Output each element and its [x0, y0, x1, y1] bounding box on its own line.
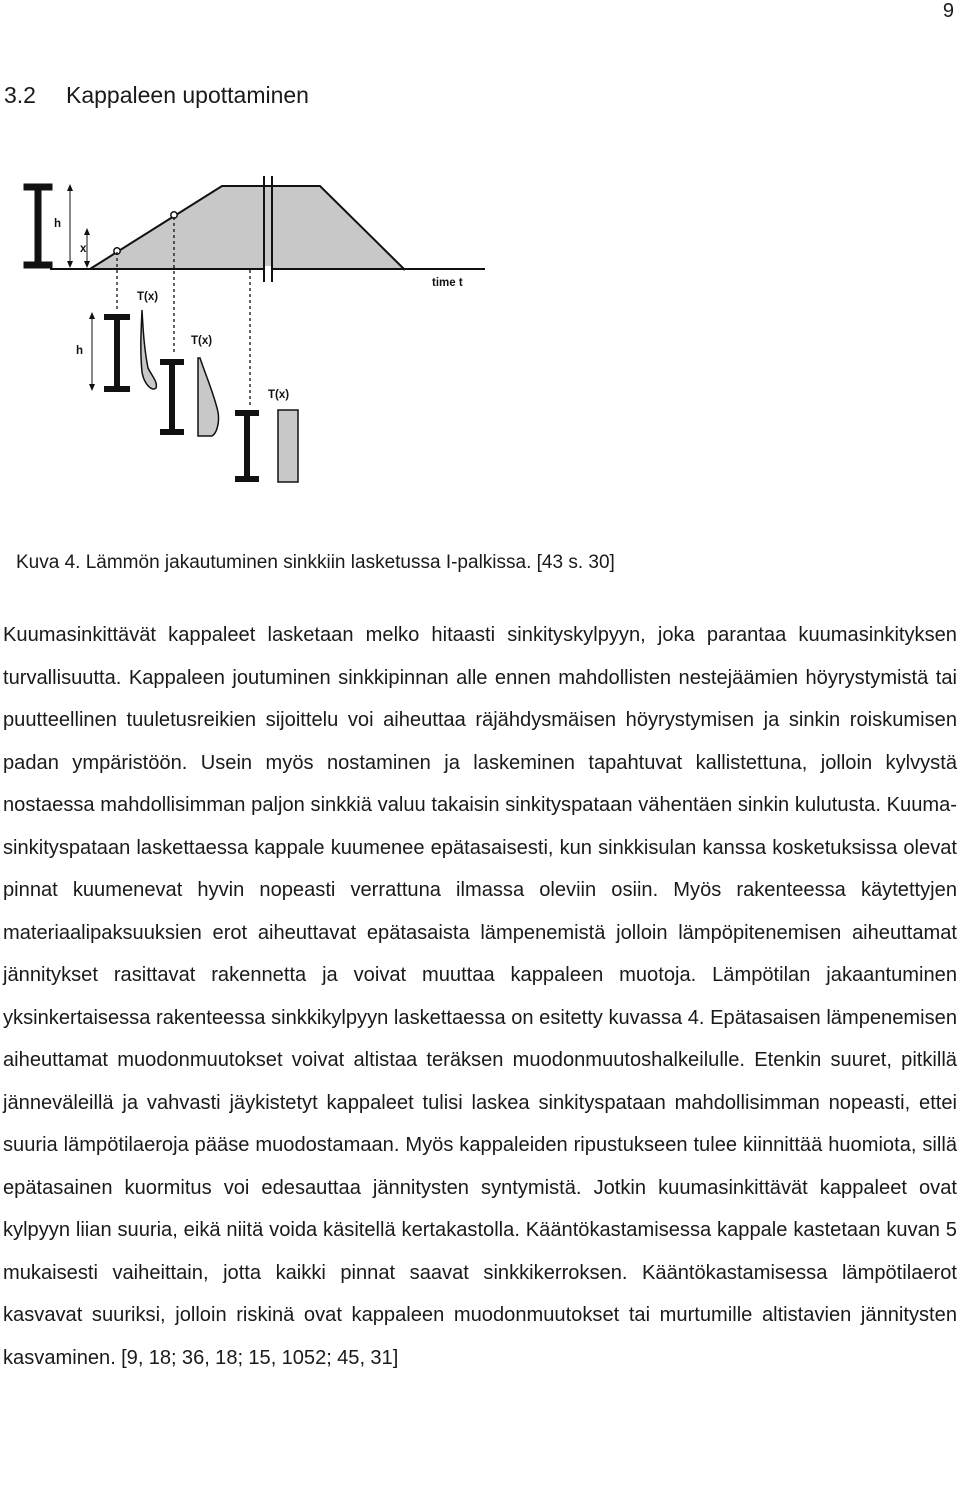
i-beam-top	[24, 184, 52, 268]
i-beam-3	[160, 359, 184, 435]
temperature-profile-3	[278, 410, 298, 482]
heat-distribution-figure	[0, 172, 500, 502]
h-label-top: h	[54, 218, 62, 230]
i-beam-4	[235, 410, 259, 482]
section-number: 3.2	[4, 82, 36, 108]
tx-label-3: T(x)	[268, 389, 290, 401]
time-label: time t	[432, 277, 463, 289]
section-title: Kappaleen upottaminen	[66, 82, 309, 108]
figure-drawing	[0, 172, 500, 502]
temperature-profile-1	[141, 310, 157, 389]
immersion-profile-fill	[90, 186, 268, 270]
section-heading	[4, 82, 309, 109]
immersion-profile-fill-right	[268, 186, 405, 270]
x-label: x	[80, 243, 87, 255]
tx-label-2: T(x)	[191, 335, 213, 347]
tx-label-1: T(x)	[137, 291, 159, 303]
axis-break-gap	[265, 266, 271, 274]
page-number: 9	[942, 0, 954, 22]
i-beam-2	[104, 314, 130, 392]
temperature-profile-2	[198, 358, 219, 436]
body-paragraph: Kuumasinkittävät kappaleet lasketaan melko hitaasti sinkityskylpyyn, joka parantaa kuumasinkityksen turvallisuutta. Kappaleen joutuminen sinkkipinnan alle ennen mahdollisten nestejäämien höyrystymistä tai puutteellinen tuuletusreikien sijoittelu voi aiheuttaa räjähdysmäisen höyrystymisen ja sinkin roiskumisen padan ympäristöön. Usein myös nostaminen ja laskeminen tapahtuvat kallistettuna, jolloin kylvystä nostaessa mahdollisimman paljon sinkkiä valuu takaisin sinkityspataan vähentäen sinkin kulutusta. Kuumasinkityspataan laskettaessa kappale kuumenee epätasaisesti, kun sinkkisulan kanssa kosketuksissa olevat pinnat kuumenevat hyvin nopeasti verrattuna ilmassa oleviin osiin. Myös rakenteessa käytettyjen materiaalipaksuuksien erot aiheuttavat epätasaista lämpenemistä jolloin lämpöpitenemisen aiheuttamat jännitykset rasittavat rakennetta ja voivat muuttaa kappaleen muotoja. Lämpötilan jakaantuminen yksinkertaisessa rakenteessa sinkkikylpyyn laskettaessa on esitetty kuvassa 4. Epätasaisen lämpenemisen aiheuttamat muodonmuutokset voivat altistaa teräksen muodonmuutoshalkeilulle. Etenkin suuret, pitkillä jänneväleillä ja vahvasti jäykistetyt kappaleet tulisi laskea sinkityspataan mahdollisimman nopeasti, ettei suuria lämpötilaeroja pääse muodostamaan. Myös kappaleiden ripustukseen tulee kiinnittää huomiota, sillä epätasainen kuormitus voi edesauttaa jännitysten syntymistä. Jotkin kuumasinkittävät kappaleet ovat kylpyyn liian suuria, eikä niitä voida käsitellä kertakastolla. Kääntökastamisessa kappale kastetaan kuvan 5 mukaisesti vaiheittain, jotta kaikki pinnat saavat sinkkikerroksen. Kääntökastamisessa lämpötilaerot kasvavat suuriksi, jolloin riskinä ovat kappaleen muodonmuutokset tai murtumille altistavien jännitysten kasvaminen. [9, 18; 36, 18; 15, 1052; 45, 31]	[3, 624, 957, 1369]
h-label-bottom: h	[76, 345, 84, 357]
figure-caption: Kuva 4. Lämmön jakautuminen sinkkiin lasketussa I-palkissa. [43 s. 30]	[16, 552, 615, 573]
